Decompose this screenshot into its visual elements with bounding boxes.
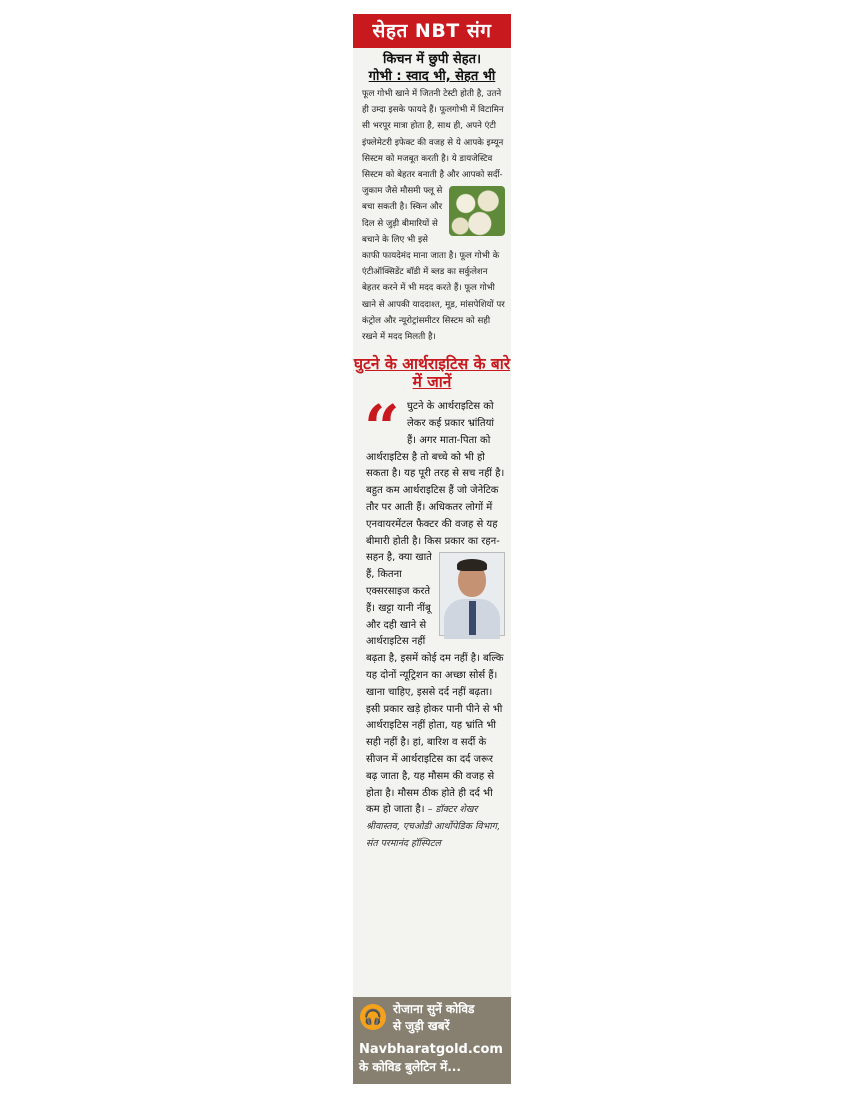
article1-text-a: फूल गोभी खाने में जितनी टेस्टी होती है, उतने ही उम्दा इसके फायदे हैं। फूलगोभी में विटामिन सी भरपूर मात्रा होता है, साथ ही, अपने एंटी इंफ्लेमेटरी इफेक्ट की वजह से ये आपके इम्यून सिस्टम को मजबूत करती है। ये डायजेस्टिव सिस्टम को बेहतर बनाती है और आपको [362,89,504,181]
article2-headline: घुटने के आर्थराइटिस के बारे में जानें [353,355,511,392]
article2-credit: – डॉक्टर शेखर श्रीवास्तव, एचओडी आर्थोपेडिक विभाग, संत परमानंद हॉस्पिटल [366,804,500,849]
headphones-icon: 🎧 [360,1004,386,1030]
article1-body [353,86,511,345]
quote-mark-icon: “ [364,391,400,465]
cauliflower-image [449,186,505,236]
footer-line1: रोजाना सुनें कोविड [393,1002,475,1016]
article1-text-b: सर्दी-जुकाम जैसे मौसमी फ्लू से बचा सकती है। स्किन और दिल से जुड़ी बीमारियों से बचाने के लिए भी इसे काफी फायदेमंद माना जाता है। फूल गोभी के एंटीऑक्सिडेंट बॉडी में ब्लड का सर्कुलेशन बेहतर करने में भी मदद करते हैं। फूल गोभी खाने से आपकी याददाश्त, मूड, मांसपेशियों पर कंट्रोल और न्यूरोट्रांसमीटर सिस्टम को सही रखने में मदद मिलती है। [362,170,505,343]
article2-text-a: घुटने के आर्थराइटिस को लेकर कई प्रकार भ्रांतियां हैं। अगर माता-पिता को आर्थराइटिस है तो बच्चे को भी हो सकता है। यह पूरी तरह से सच नहीं है। बहुत कम आर्थराइटिस हैं जो जेनेटिक तौर पर आती हैं। अधिकतर लोगों में एनवायरमेंटल फैक्टर की वजह से यह बीमारी होती है। किस [366,401,505,547]
article2-body [353,391,511,853]
masthead: सेहत NBT संग [353,14,511,48]
footer-tail: के कोविड बुलेटिन में... [359,1060,461,1074]
footer-line2: से जुड़ी खबरें [393,1019,450,1033]
footer-banner[interactable] [353,997,511,1084]
article1-headline: गोभी : स्वाद भी, सेहत भी [368,69,496,84]
doctor-photo [439,552,505,636]
footer-site-link[interactable]: Navbharatgold.com [359,1042,503,1057]
article2-text-b: प्रकार का रहन-सहन है, क्या खाते हैं, कितना एक्सरसाइज करते हैं। खट्टा यानी नींबू और दही खाने से आर्थराइटिस नहीं बढ़ता है, इसमें कोई दम नहीं है। बल्कि यह दोनों न्यूट्रिशन का अच्छा सोर्स हैं। खाना चाहिए, इससे दर्द नहीं बढ़ता। इसी प्रकार खड़े होकर पानी पीने से भी आर्थराइटिस नहीं होता, यह भ्रांति भी सही नहीं है। हां, बारिश व सर्दी के सीजन में आर्थराइटिस का दर्द जरूर बढ़ जाता है, यह मौसम की वजह से होता है। मौसम ठीक होते ही दर्द भी कम हो जाता है। [366,535,504,816]
article1-kicker: किचन में छुपी सेहत। [382,52,482,67]
news-column [353,14,511,1084]
